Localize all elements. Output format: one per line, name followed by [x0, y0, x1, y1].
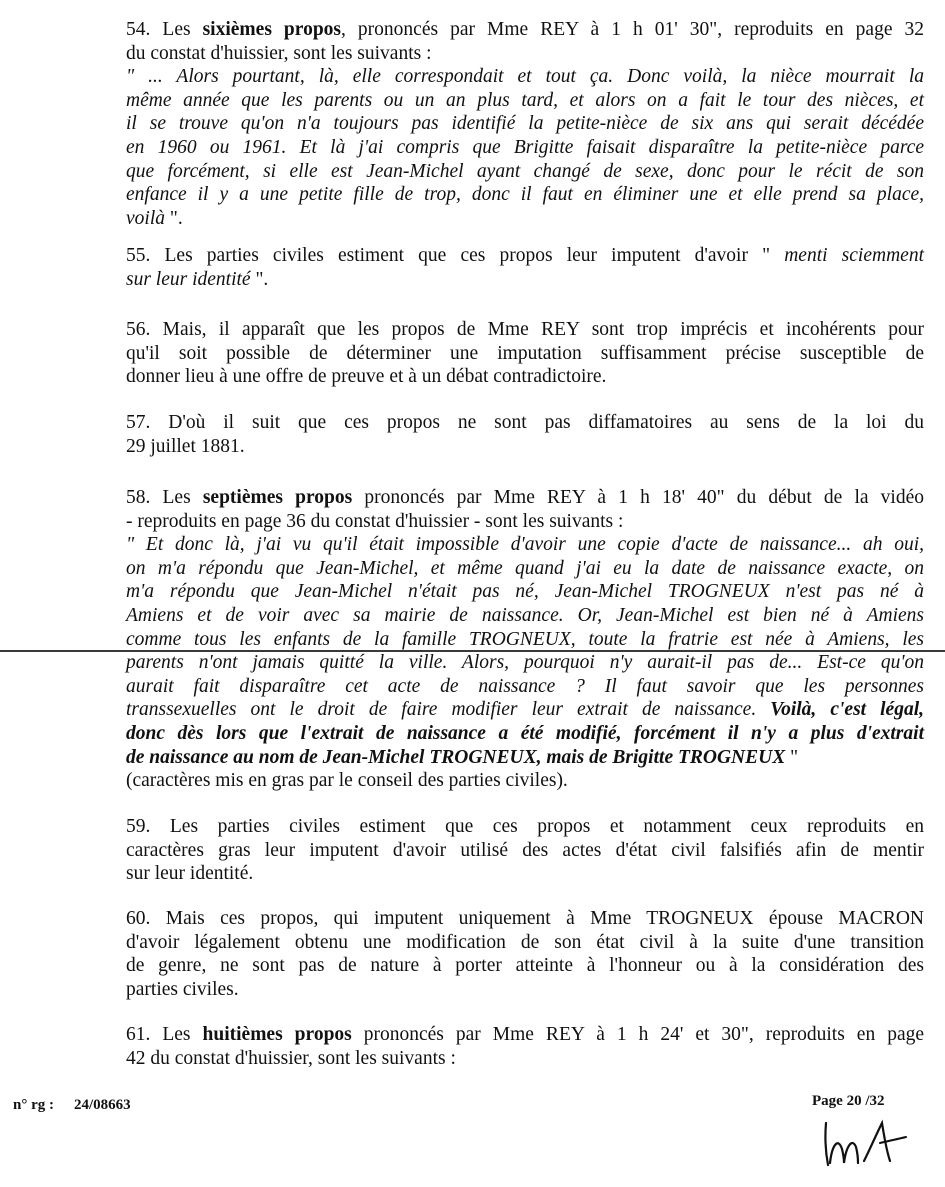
p56-line1: 56. Mais, il apparaît que les propos de Mme REY sont trop imprécis et incohérents pour	[126, 319, 924, 340]
p58-quote-line3: m'a répondu que Jean-Michel n'était pas né, Jean-Michel TROGNEUX n'est pas né à	[126, 581, 924, 603]
case-number-label: n° rg :	[13, 1097, 54, 1113]
paragraph-59	[126, 815, 924, 886]
p58-line1-rest: prononcés par Mme REY à 1 h 18' 40" du début de la vidéo	[352, 487, 924, 508]
case-number	[13, 1097, 131, 1114]
p60-line2: d'avoir légalement obtenu une modification de son état civil à la suite d'une transition	[126, 931, 924, 953]
p61-line2: 42 du constat d'huissier, sont les suivants :	[126, 1047, 456, 1069]
p58-quote-bold-line9: donc dès lors que l'extrait de naissance a été modifié, forcément il n'y a plus d'extrait	[126, 722, 924, 744]
paragraph-57	[126, 411, 924, 458]
p55-line1: 55. Les parties civiles estiment que ces propos leur imputent d'avoir "	[126, 245, 771, 266]
p54-quote-line3: il se trouve qu'on n'a toujours pas identifié la petite-nièce de six ans qui serait décédée	[126, 113, 924, 135]
p58-lead: 58. Les	[126, 487, 203, 508]
p58-quote-line8: transsexuelles ont le droit de faire modifier leur extrait de naissance.	[126, 699, 771, 721]
p54-lead: 54. Les	[126, 19, 203, 40]
paragraph-56	[126, 318, 924, 389]
p54-quote-line1: " ... Alors pourtant, là, elle correspondait et tout ça. Donc voilà, la nièce mourrait la	[126, 66, 924, 88]
p60-line1: 60. Mais ces propos, qui imputent uniquement à Mme TROGNEUX épouse MACRON	[126, 908, 924, 929]
p58-note: (caractères mis en gras par le conseil des parties civiles).	[126, 770, 568, 792]
p57-line1: 57. D'où il suit que ces propos ne sont pas diffamatoires au sens de la loi du	[126, 412, 924, 433]
p60-line4: parties civiles.	[126, 978, 239, 1000]
p58-quote-line5: comme tous les enfants de la famille TROGNEUX, toute la fratrie est née à Amiens, les	[126, 628, 924, 650]
p54-quote-line5: que forcément, si elle est Jean-Michel ayant changé de sexe, donc pour le récit de son	[126, 160, 924, 182]
p58-quote-line4: Amiens et de voir avec sa mairie de naissance. Or, Jean-Michel est bien né à Amiens	[126, 604, 924, 626]
p58-quote-line6: parents n'ont jamais quitté la ville. Alors, pourquoi n'y aurait-il pas de... Est-ce qu'on	[126, 652, 924, 674]
paragraph-55	[126, 244, 924, 291]
p55-quote-close: ".	[250, 268, 269, 290]
p56-line2: qu'il soit possible de déterminer une imputation suffisamment précise susceptible de	[126, 342, 924, 364]
paragraph-54	[126, 18, 924, 230]
p61-bold-term: huitièmes propos	[202, 1024, 352, 1045]
p61-lead: 61. Les	[126, 1024, 203, 1045]
p58-bold-term: septièmes propos	[202, 487, 353, 508]
p54-quote-line4: en 1960 ou 1961. Et là j'ai compris que Brigitte faisait disparaître la petite-nièce parce	[126, 136, 924, 158]
p56-line3: donner lieu à une offre de preuve et à un débat contradictoire.	[126, 366, 607, 388]
p59-line1: 59. Les parties civiles estiment que ces propos et notamment ceux reproduits en	[126, 816, 924, 837]
p60-line3: de genre, ne sont pas de nature à porter atteinte à l'honneur ou à la considération des	[126, 955, 924, 977]
p59-line3: sur leur identité.	[126, 863, 254, 885]
p55-quote-start: menti sciemment	[770, 245, 924, 266]
p61-line1-rest: prononcés par Mme REY à 1 h 24' et 30", reproduits en page	[351, 1024, 925, 1045]
paragraph-60	[126, 907, 924, 1001]
case-number-value: 24/08663	[74, 1097, 131, 1113]
p57-line2: 29 juillet 1881.	[126, 435, 245, 457]
p54-bold-term: sixièmes propos	[202, 19, 342, 40]
page-number: Page 20 /32	[812, 1093, 885, 1109]
scan-artifact-line	[0, 650, 945, 652]
p55-quote-end: sur leur identité	[126, 268, 251, 290]
p58-quote-bold-line10: de naissance au nom de Jean-Michel TROGNEUX, mais de Brigitte TROGNEUX	[126, 746, 786, 768]
p54-line1-rest: , prononcés par Mme REY à 1 h 01' 30", reproduits en page 32	[341, 19, 925, 40]
handwritten-initials	[820, 1115, 910, 1170]
p58-quote-bold-start: Voilà, c'est légal,	[770, 699, 924, 721]
p54-line2: du constat d'huissier, sont les suivants :	[126, 42, 432, 64]
paragraph-61	[126, 1023, 924, 1070]
p58-quote-line7: aurait fait disparaître cet acte de naissance ? Il faut savoir que les personnes	[126, 675, 924, 697]
p54-quote-line7: voilà	[126, 207, 165, 229]
p54-quote-close: ".	[165, 207, 183, 229]
paragraph-58	[126, 486, 924, 793]
p54-quote-line2: même année que les parents ou un an plus tard, et alors on a fait le tour des nièces, et	[126, 89, 924, 111]
p59-line2: caractères gras leur imputent d'avoir utilisé des actes d'état civil falsifiés afin de mentir	[126, 839, 924, 861]
p54-quote-line6: enfance il y a une petite fille de trop, donc il faut en éliminer une et elle prend sa place,	[126, 184, 924, 206]
p58-quote-line1: " Et donc là, j'ai vu qu'il était impossible d'avoir une copie d'acte de naissance... ah oui,	[126, 534, 924, 556]
p58-quote-close: "	[785, 746, 799, 768]
p58-quote-line2: on m'a répondu que Jean-Michel, et même quand j'ai eu la date de naissance exacte, on	[126, 557, 924, 579]
p58-line2: - reproduits en page 36 du constat d'huissier - sont les suivants :	[126, 510, 624, 532]
